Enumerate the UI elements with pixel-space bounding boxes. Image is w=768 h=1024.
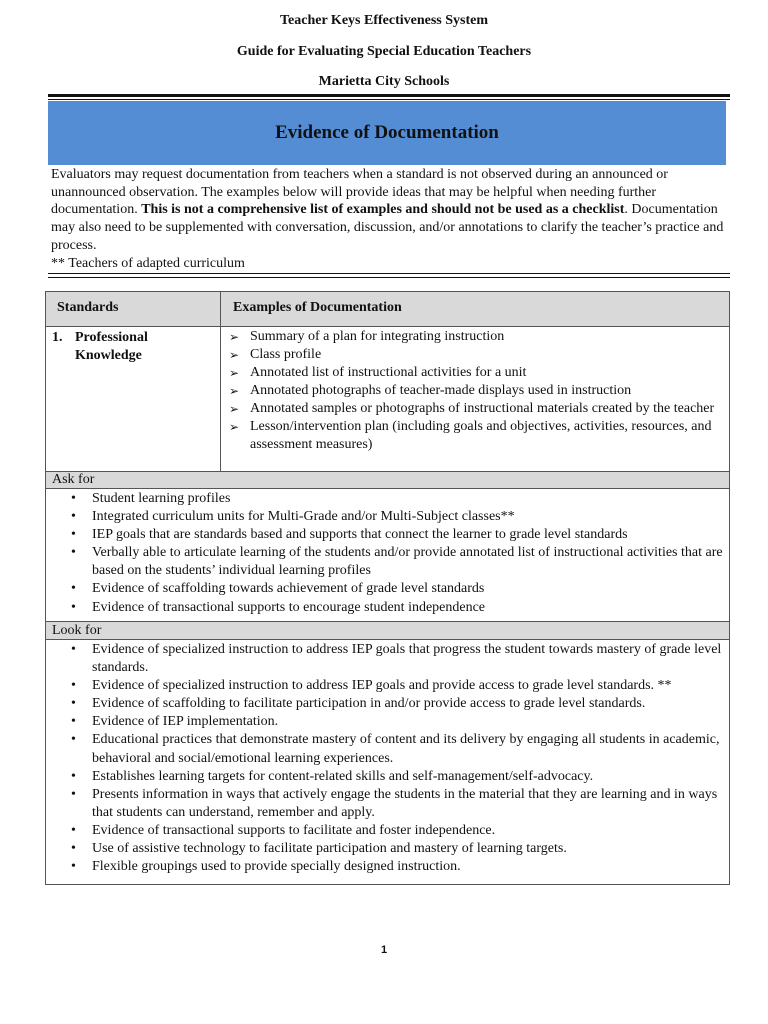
look-for-item: [52, 858, 724, 876]
bullet-icon: •: [71, 696, 76, 712]
doc-title-line1: Teacher Keys Effectiveness System: [279, 13, 489, 28]
bullet-icon: •: [71, 545, 76, 561]
example-item: [222, 400, 724, 418]
column-divider: [220, 292, 221, 471]
look-for-item: [52, 786, 724, 822]
ask-for-item: [52, 508, 724, 526]
look-for-item-text: Educational practices that demonstrate mastery of content and its delivery by engaging all students in academic, behavioral and social/emotional learning experiences.: [92, 732, 720, 766]
standard-name-line1: Professional: [75, 330, 148, 345]
ask-for-label: Ask for: [52, 472, 95, 487]
doc-title-line3: Marietta City Schools: [318, 74, 450, 89]
col-header-standards: Standards: [57, 300, 119, 315]
look-for-item-text: Use of assistive technology to facilitate participation and mastery of learning targets.: [92, 841, 567, 857]
arrow-bullet-icon: ➢: [229, 366, 240, 380]
ask-for-item-text: Evidence of transactional supports to encourage student independence: [92, 599, 486, 615]
ask-for-item-text: Student learning profiles: [92, 491, 231, 506]
ask-for-item-text: IEP goals that are standards based and supports that connect the learner to grade level standards: [92, 527, 628, 543]
bullet-icon: •: [71, 678, 76, 694]
look-for-item-text: Evidence of specialized instruction to address IEP goals and provide access to grade level standards. **: [92, 678, 672, 694]
intro-rule-1: [48, 273, 730, 274]
example-item-text: Summary of a plan for integrating instruction: [250, 329, 505, 344]
ask-for-item: [52, 580, 724, 598]
page-number: 1: [380, 944, 388, 956]
look-for-item: [52, 677, 724, 695]
look-for-list: [52, 641, 724, 876]
example-item-text: Annotated photographs of teacher-made displays used in instruction: [250, 383, 632, 398]
look-for-item-text: Evidence of specialized instruction to address IEP goals that progress the student towards mastery of grade level standards.: [92, 642, 722, 676]
arrow-bullet-icon: ➢: [229, 330, 240, 344]
ask-for-item: [52, 544, 724, 580]
look-for-item-text: Flexible groupings used to provide specially designed instruction.: [92, 859, 461, 875]
intro-emphasis: This is not a comprehensive list of examples and should not be used as a checklist: [141, 202, 625, 218]
look-for-item-text: Establishes learning targets for content-related skills and self-management/self-advocacy.: [92, 768, 594, 784]
intro-text-cont: . Documentation may also need to be supplemented with conversation, discussion, and/or annotations to clarify the teacher’s practice and process.: [51, 202, 724, 253]
ask-for-cell: [52, 490, 724, 617]
standard-number: 1.: [52, 330, 63, 345]
arrow-bullet-icon: ➢: [229, 420, 240, 434]
bullet-icon: •: [71, 599, 76, 615]
example-item: [222, 418, 724, 454]
bullet-icon: •: [71, 527, 76, 543]
examples-cell: [222, 328, 724, 454]
section-banner: [48, 101, 726, 165]
look-for-item: [52, 768, 724, 786]
arrow-bullet-icon: ➢: [229, 384, 240, 398]
bullet-icon: •: [71, 768, 76, 784]
ask-for-item: [52, 599, 724, 617]
examples-list: [222, 328, 724, 454]
ask-for-item-text: Evidence of scaffolding towards achievement of grade level standards: [92, 581, 485, 597]
look-for-item: [52, 695, 724, 713]
ask-for-item-text: Verbally able to articulate learning of the students and/or provide annotated list of instructional activities that are based on the students’ individual learning profiles: [92, 545, 723, 579]
ask-for-item: [52, 490, 724, 508]
ask-for-item: [52, 526, 724, 544]
bullet-icon: •: [71, 786, 76, 802]
example-item: [222, 328, 724, 346]
bullet-icon: •: [71, 841, 76, 857]
look-for-item-text: Evidence of transactional supports to facilitate and foster independence.: [92, 822, 496, 838]
example-item: [222, 382, 724, 400]
example-item-text: Annotated list of instructional activities for a unit: [250, 365, 527, 380]
ask-for-header: [46, 471, 729, 489]
example-item-text: Lesson/intervention plan (including goals and objectives, activities, resources, and assessment measures): [250, 419, 712, 452]
bullet-icon: •: [71, 642, 76, 657]
look-for-item: [52, 731, 724, 767]
section-title: Evidence of Documentation: [275, 122, 499, 143]
example-item: [222, 346, 724, 364]
look-for-item: [52, 840, 724, 858]
bullet-icon: •: [71, 859, 76, 875]
doc-title-line2: Guide for Evaluating Special Education Teachers: [236, 44, 532, 59]
look-for-item: [52, 713, 724, 731]
intro-rule-2: [48, 277, 730, 278]
look-for-item-text: Presents information in ways that actively engage the students in the material that they are learning and in ways that students can understand, remember and apply.: [92, 786, 718, 820]
arrow-bullet-icon: ➢: [229, 402, 240, 416]
example-item-text: Class profile: [250, 347, 322, 362]
ask-for-item-text: Integrated curriculum units for Multi-Grade and/or Multi-Subject classes**: [92, 509, 515, 525]
header-rule-thin: [48, 99, 730, 100]
look-for-item-text: Evidence of IEP implementation.: [92, 714, 279, 730]
intro-note: ** Teachers of adapted curriculum: [51, 255, 245, 271]
look-for-label: Look for: [52, 623, 102, 638]
example-item: [222, 364, 724, 382]
bullet-icon: •: [71, 491, 76, 506]
arrow-bullet-icon: ➢: [229, 348, 240, 362]
bullet-icon: •: [71, 732, 76, 748]
bullet-icon: •: [71, 714, 76, 730]
intro-paragraph: [51, 166, 731, 272]
example-item-text: Annotated samples or photographs of instructional materials created by the teacher: [250, 401, 715, 416]
bullet-icon: •: [71, 822, 76, 838]
standard-name-line2: Knowledge: [75, 348, 142, 363]
ask-for-list: [52, 490, 724, 617]
intro-text: Evaluators may request documentation from teachers when a standard is not observed during an announced or unannounced observation. The examples below will provide ideas that may be helpful when needing further documentation.: [51, 167, 668, 218]
look-for-item-text: Evidence of scaffolding to facilitate participation in and/or provide access to grade level standards.: [92, 696, 646, 712]
col-header-examples: Examples of Documentation: [233, 300, 402, 315]
standard-cell: [52, 329, 148, 363]
look-for-item: [52, 822, 724, 840]
look-for-cell: [52, 641, 724, 876]
bullet-icon: •: [71, 509, 76, 525]
look-for-header: [46, 621, 729, 640]
bullet-icon: •: [71, 581, 76, 597]
header-rule-thick: [48, 94, 730, 97]
look-for-item: [52, 641, 724, 677]
